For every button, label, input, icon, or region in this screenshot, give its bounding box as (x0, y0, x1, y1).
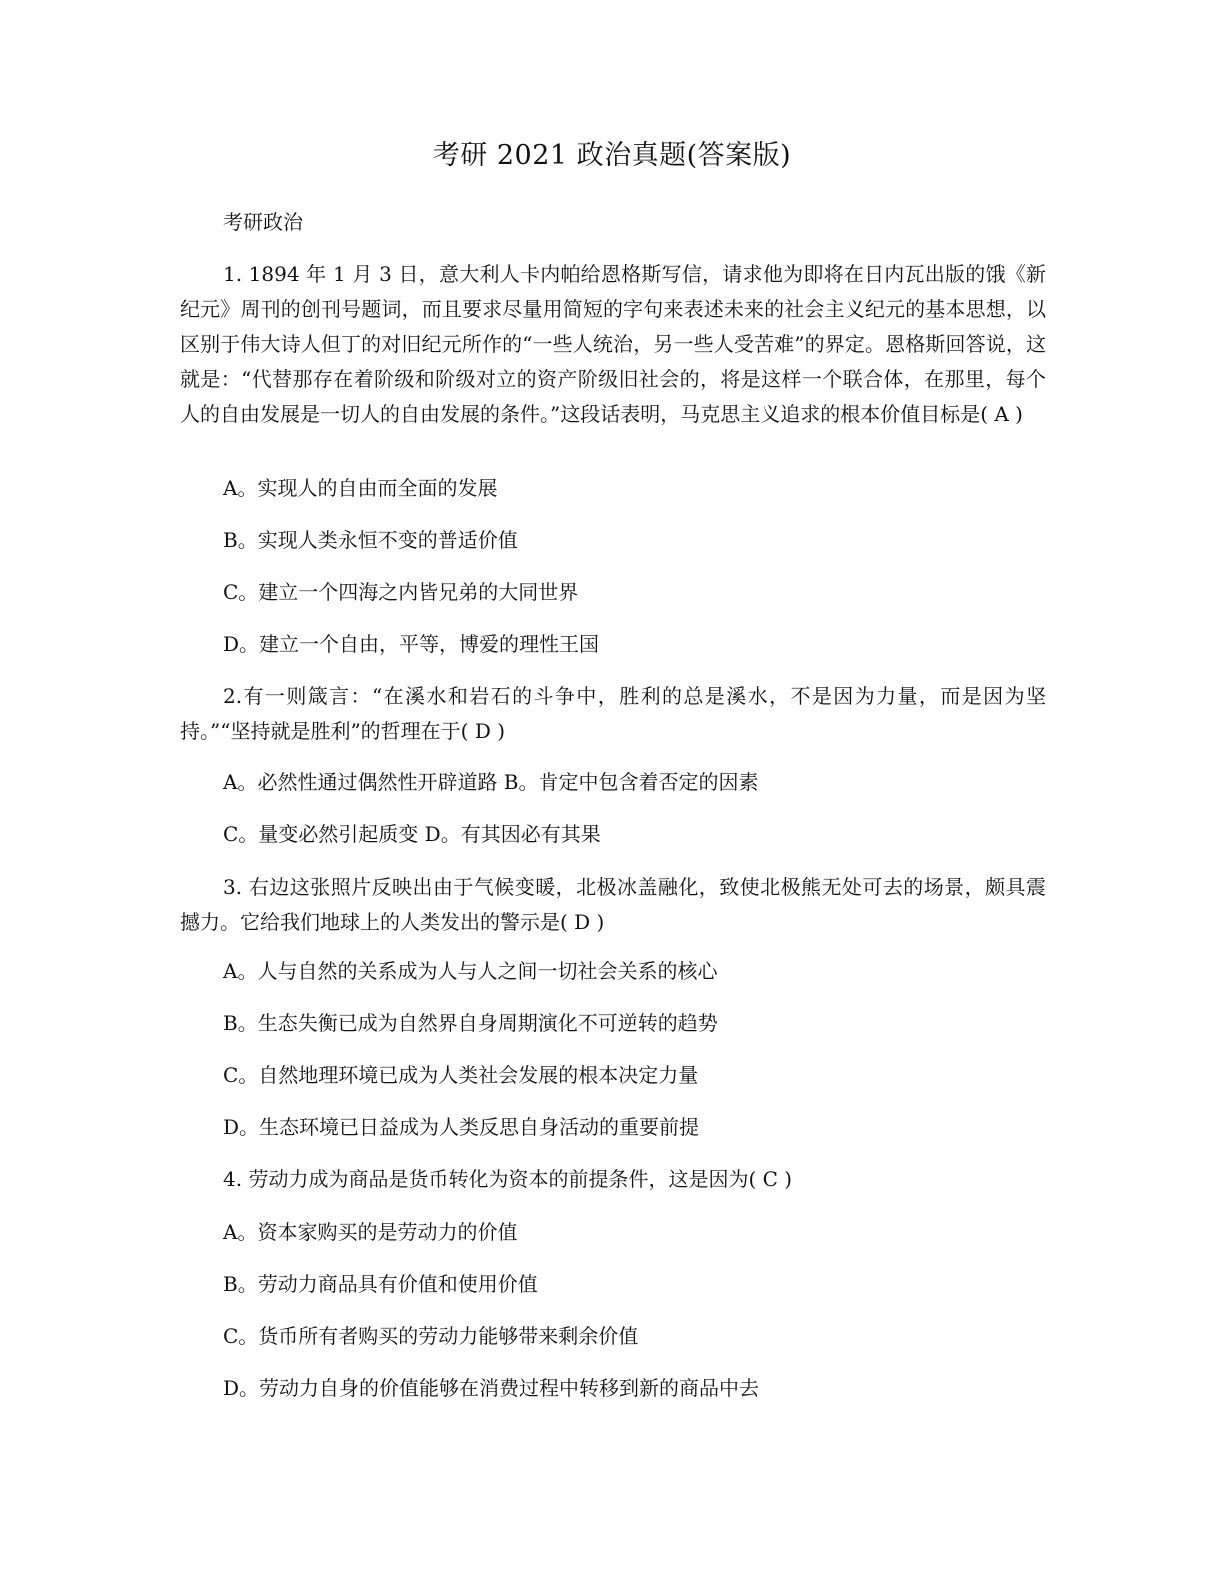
question-3-option-d: D。生态环境已日益成为人类反思自身活动的重要前提 (223, 1115, 700, 1139)
document-subtitle: 考研政治 (223, 210, 303, 234)
question-1-option-d: D。建立一个自由，平等，博爱的理性王国 (223, 632, 600, 656)
question-1-stem: 1. 1894 年 1 月 3 日，意大利人卡内帕给恩格斯写信，请求他为即将在日内瓦出版的饿《新纪元》周刊的创刊号题词，而且要求尽量用简短的字句来表述未来的社会主义纪元的基本思想，以区别于伟大诗人但丁的对旧纪元所作的“一些人统治，另一些人受苦难”的界定。恩格斯回答说，这就是：“代替那存在着阶级和阶级对立的资产阶级旧社会的，将是这样一个联合体，在那里，每个人的自由发展是一切人的自由发展的条件。”这段话表明，马克思主义追求的根本价值目标是( A ) (180, 262, 1046, 426)
document-title: 考研 2021 政治真题(答案版) (432, 140, 792, 171)
question-3-stem: 3. 右边这张照片反映出由于气候变暖，北极冰盖融化，致使北极熊无处可去的场景，颇具震撼力。它给我们地球上的人类发出的警示是( D ) (180, 875, 1046, 934)
question-4-option-c: C。货币所有者购买的劳动力能够带来剩余价值 (223, 1324, 639, 1348)
question-3-option-b: B。生态失衡已成为自然界自身周期演化不可逆转的趋势 (223, 1011, 718, 1035)
question-4-stem: 4. 劳动力成为商品是货币转化为资本的前提条件，这是因为( C ) (223, 1167, 793, 1191)
question-1-option-b: B。实现人类永恒不变的普适价值 (223, 528, 518, 552)
question-2-stem: 2.有一则箴言：“在溪水和岩石的斗争中，胜利的总是溪水，不是因为力量，而是因为坚持。”“坚持就是胜利”的哲理在于( D ) (180, 684, 1046, 743)
question-3-option-a: A。人与自然的关系成为人与人之间一切社会关系的核心 (223, 959, 718, 983)
question-1-option-c: C。建立一个四海之内皆兄弟的大同世界 (223, 580, 579, 604)
question-4-option-b: B。劳动力商品具有价值和使用价值 (223, 1272, 538, 1296)
question-3-option-c: C。自然地理环境已成为人类社会发展的根本决定力量 (223, 1063, 699, 1087)
question-2-options-ab: A。必然性通过偶然性开辟道路 B。肯定中包含着否定的因素 (223, 770, 759, 794)
question-1-option-a: A。实现人的自由而全面的发展 (223, 476, 498, 500)
question-4-option-a: A。资本家购买的是劳动力的价值 (223, 1220, 518, 1244)
question-4-option-d: D。劳动力自身的价值能够在消费过程中转移到新的商品中去 (223, 1376, 760, 1400)
question-2-options-cd: C。量变必然引起质变 D。有其因必有其果 (223, 822, 601, 846)
